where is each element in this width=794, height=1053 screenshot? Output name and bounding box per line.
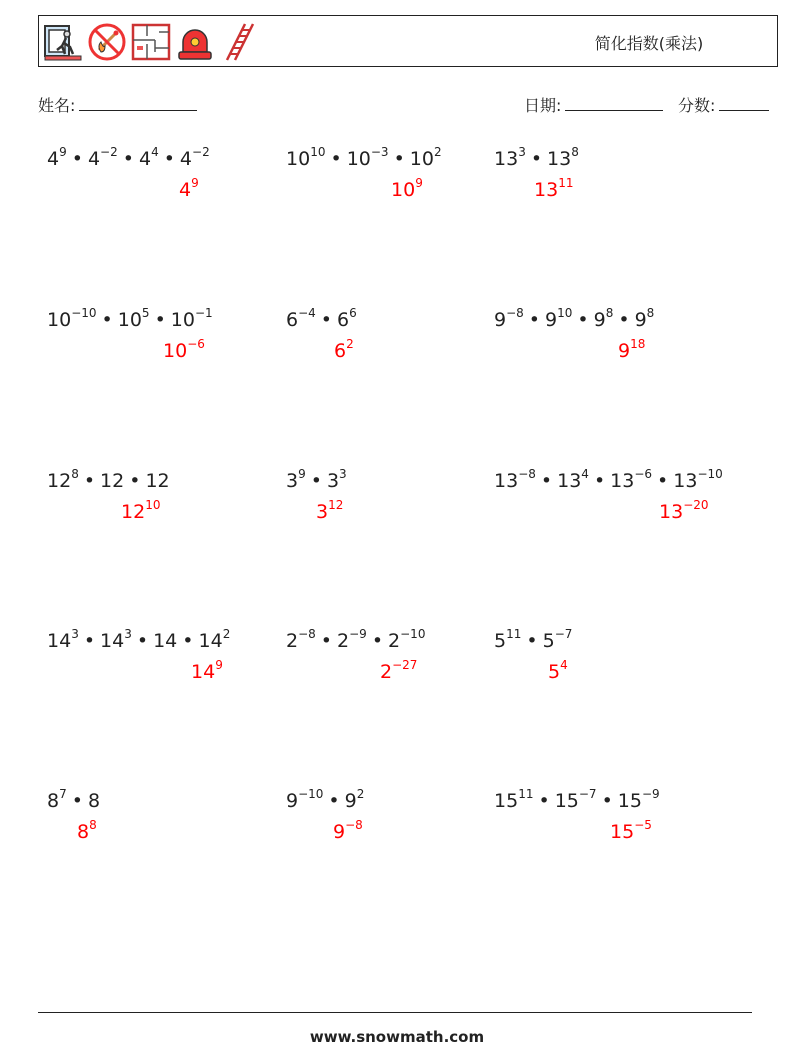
problem-answer xyxy=(659,498,709,523)
multiply-dot: • xyxy=(538,790,550,812)
answer-power xyxy=(380,658,418,683)
multiply-dot: • xyxy=(320,630,333,652)
exponent: 9 xyxy=(59,145,67,159)
problem-expression xyxy=(286,627,426,652)
multiply-dot: • xyxy=(310,470,322,492)
date-label: 日期: xyxy=(524,96,562,115)
power-term xyxy=(673,467,723,492)
answer-power xyxy=(334,337,354,362)
exponent: −20 xyxy=(683,498,709,512)
base: 12 xyxy=(121,501,146,523)
multiply-dot: • xyxy=(129,470,141,492)
exponent: 4 xyxy=(560,658,568,672)
exponent: −10 xyxy=(71,306,97,320)
problem-answer xyxy=(610,818,652,843)
problem-expression xyxy=(494,467,723,492)
base: 13 xyxy=(659,501,684,523)
multiply-dot: • xyxy=(618,309,630,331)
power-term xyxy=(388,627,426,652)
problem-answer xyxy=(179,176,199,201)
multiply-dot: • xyxy=(330,148,342,170)
multiply-dot: • xyxy=(136,630,149,652)
power-term xyxy=(88,790,100,812)
power-term xyxy=(179,145,210,170)
exponent: 3 xyxy=(339,467,347,481)
multiply-dot: • xyxy=(540,470,553,492)
exponent: −27 xyxy=(392,658,418,672)
power-term xyxy=(198,627,231,652)
power-term xyxy=(593,306,614,331)
power-term xyxy=(494,787,534,812)
base: 2 xyxy=(388,630,401,652)
base: 14 xyxy=(47,630,72,652)
date-blank[interactable] xyxy=(565,95,663,111)
base: 8 xyxy=(77,821,90,843)
exponent: 9 xyxy=(215,658,223,672)
exponent: −10 xyxy=(400,627,426,641)
exponent: −6 xyxy=(187,337,205,351)
answer-power xyxy=(191,658,223,683)
base: 15 xyxy=(617,790,642,812)
problem-answer xyxy=(334,337,354,362)
power-term xyxy=(494,627,522,652)
problem-answer xyxy=(163,337,205,362)
base: 13 xyxy=(534,179,559,201)
multiply-dot: • xyxy=(601,790,613,812)
base: 9 xyxy=(286,790,299,812)
problem-answer xyxy=(534,176,574,201)
footer-url: www.snowmath.com xyxy=(309,1028,485,1046)
base: 13 xyxy=(494,148,519,170)
multiply-dot: • xyxy=(657,470,669,492)
problem-answer xyxy=(77,818,97,843)
base: 10 xyxy=(391,179,416,201)
base: 2 xyxy=(286,630,299,652)
exponent: 5 xyxy=(141,306,150,320)
problem-answer xyxy=(333,818,363,843)
base: 4 xyxy=(179,148,193,170)
base: 13 xyxy=(610,470,635,492)
base: 14 xyxy=(191,661,216,683)
answer-power xyxy=(610,818,652,843)
power-term xyxy=(494,306,524,331)
exponent: 3 xyxy=(518,145,526,159)
base: 12 xyxy=(47,470,72,492)
power-term xyxy=(117,306,150,331)
base: 15 xyxy=(554,790,579,812)
problem-expression xyxy=(286,467,347,492)
problem-answer xyxy=(391,176,423,201)
power-term xyxy=(286,787,324,812)
multiply-dot: • xyxy=(71,148,83,170)
answer-power xyxy=(548,658,568,683)
multiply-dot: • xyxy=(83,470,96,492)
power-term xyxy=(547,145,579,170)
answer-power xyxy=(121,498,161,523)
base: 6 xyxy=(337,309,350,331)
base: 13 xyxy=(494,470,519,492)
base: 4 xyxy=(47,148,60,170)
problem-expression xyxy=(286,306,357,331)
multiply-dot: • xyxy=(320,309,333,331)
problem-answer xyxy=(121,498,161,523)
multiply-dot: • xyxy=(328,790,340,812)
base: 12 xyxy=(100,470,125,492)
problem-answer xyxy=(380,658,418,683)
exponent: 6 xyxy=(349,306,357,320)
base: 9 xyxy=(618,340,631,362)
base: 9 xyxy=(333,821,346,843)
multiply-dot: • xyxy=(83,630,96,652)
power-term xyxy=(545,306,573,331)
answer-power xyxy=(391,176,423,201)
multiply-dot: • xyxy=(526,630,538,652)
base: 9 xyxy=(344,790,357,812)
exponent: 8 xyxy=(571,145,579,159)
base: 13 xyxy=(557,470,582,492)
exponent: 8 xyxy=(605,306,614,320)
problem-expression xyxy=(494,787,660,812)
power-term xyxy=(409,145,442,170)
exponent: 10 xyxy=(557,306,573,320)
exponent: 3 xyxy=(124,627,132,641)
exponent: 10 xyxy=(310,145,326,159)
exponent: −8 xyxy=(506,306,524,320)
base: 14 xyxy=(198,630,223,652)
problem-expression xyxy=(47,306,213,331)
problem-expression xyxy=(286,787,365,812)
exponent: 12 xyxy=(328,498,344,512)
exponent: 2 xyxy=(356,787,365,801)
problem-expression xyxy=(286,145,442,170)
multiply-dot: • xyxy=(163,148,175,170)
base: 5 xyxy=(494,630,507,652)
problem-expression xyxy=(494,306,655,331)
worksheet-header xyxy=(38,15,778,67)
exponent: 7 xyxy=(59,787,67,801)
answer-power xyxy=(179,176,199,201)
base: 3 xyxy=(286,470,299,492)
exponent: 2 xyxy=(222,627,231,641)
power-term xyxy=(494,145,526,170)
base: 10 xyxy=(117,309,142,331)
exponent: 4 xyxy=(151,145,159,159)
exponent: 9 xyxy=(298,467,306,481)
power-term xyxy=(47,627,79,652)
base: 10 xyxy=(286,148,311,170)
multiply-dot: • xyxy=(154,309,166,331)
answer-power xyxy=(333,818,363,843)
power-term xyxy=(557,467,589,492)
base: 14 xyxy=(153,630,178,652)
exponent: −9 xyxy=(641,787,660,801)
base: 8 xyxy=(87,790,101,812)
base: 13 xyxy=(673,470,698,492)
answer-power xyxy=(659,498,709,523)
exponent: −6 xyxy=(634,467,653,481)
exponent: 8 xyxy=(71,467,79,481)
base: 10 xyxy=(47,309,72,331)
base: 10 xyxy=(170,309,195,331)
exponent: 11 xyxy=(518,787,534,801)
multiply-dot: • xyxy=(371,630,384,652)
base: 9 xyxy=(634,309,647,331)
power-term xyxy=(153,630,177,652)
exponent: −3 xyxy=(370,145,389,159)
power-term xyxy=(286,467,306,492)
problem-expression xyxy=(494,627,573,652)
base: 9 xyxy=(494,309,507,331)
exponent: −7 xyxy=(578,787,597,801)
exponent: 4 xyxy=(581,467,589,481)
base: 5 xyxy=(548,661,561,683)
base: 10 xyxy=(163,340,188,362)
score-blank[interactable] xyxy=(719,95,769,111)
power-term xyxy=(47,467,79,492)
multiply-dot: • xyxy=(101,309,113,331)
problem-expression xyxy=(47,145,210,170)
problem-expression xyxy=(47,627,231,652)
name-field xyxy=(38,93,197,116)
exponent: −8 xyxy=(345,818,363,832)
name-label: 姓名: xyxy=(38,96,76,115)
power-term xyxy=(47,145,67,170)
base: 4 xyxy=(87,148,101,170)
power-term xyxy=(286,306,316,331)
answer-power xyxy=(316,498,344,523)
problem-answer xyxy=(316,498,344,523)
base: 15 xyxy=(494,790,519,812)
exponent: −4 xyxy=(298,306,316,320)
exponent: 3 xyxy=(71,627,79,641)
base: 15 xyxy=(610,821,635,843)
footer-divider xyxy=(38,1012,752,1013)
power-term xyxy=(326,467,347,492)
power-term xyxy=(87,145,118,170)
base: 2 xyxy=(337,630,350,652)
base: 5 xyxy=(542,630,555,652)
exponent: −10 xyxy=(697,467,723,481)
power-term xyxy=(138,145,159,170)
base: 14 xyxy=(100,630,125,652)
multiply-dot: • xyxy=(593,470,606,492)
base: 10 xyxy=(346,148,371,170)
date-field xyxy=(524,93,663,116)
multiply-dot: • xyxy=(182,630,194,652)
multiply-dot: • xyxy=(528,309,541,331)
answer-power xyxy=(618,337,646,362)
power-term xyxy=(610,467,653,492)
exponent: −9 xyxy=(349,627,367,641)
power-term xyxy=(337,306,357,331)
exponent: 2 xyxy=(346,337,354,351)
score-label: 分数: xyxy=(678,96,716,115)
answer-power xyxy=(77,818,97,843)
exponent: −5 xyxy=(634,818,652,832)
power-term xyxy=(542,627,573,652)
power-term xyxy=(100,470,124,492)
base: 4 xyxy=(179,179,192,201)
exponent: −10 xyxy=(298,787,324,801)
exponent: 10 xyxy=(145,498,161,512)
multiply-dot: • xyxy=(71,790,83,812)
power-term xyxy=(47,787,67,812)
base: 9 xyxy=(593,309,606,331)
exponent: 9 xyxy=(191,176,199,190)
exponent: 2 xyxy=(433,145,442,159)
name-blank[interactable] xyxy=(79,95,197,111)
base: 9 xyxy=(545,309,558,331)
power-term xyxy=(286,627,316,652)
exponent: −2 xyxy=(100,145,118,159)
power-term xyxy=(634,306,655,331)
exponent: 9 xyxy=(415,176,423,190)
base: 4 xyxy=(138,148,152,170)
exponent: −2 xyxy=(192,145,210,159)
exponent: −8 xyxy=(298,627,316,641)
problem-answer xyxy=(548,658,568,683)
answer-power xyxy=(534,176,574,201)
multiply-dot: • xyxy=(577,309,589,331)
exponent: −8 xyxy=(518,467,536,481)
multiply-dot: • xyxy=(122,148,134,170)
power-term xyxy=(170,306,213,331)
power-term xyxy=(337,627,367,652)
base: 6 xyxy=(334,340,347,362)
base: 8 xyxy=(47,790,60,812)
power-term xyxy=(554,787,597,812)
power-term xyxy=(286,145,326,170)
power-term xyxy=(145,470,169,492)
power-term xyxy=(100,627,132,652)
score-field xyxy=(678,93,769,116)
power-term xyxy=(346,145,389,170)
problem-expression xyxy=(47,467,170,492)
exponent: 18 xyxy=(630,337,646,351)
problem-expression xyxy=(494,145,579,170)
base: 10 xyxy=(409,148,434,170)
power-term xyxy=(617,787,660,812)
problem-expression xyxy=(47,787,101,812)
base: 3 xyxy=(316,501,329,523)
base: 3 xyxy=(326,470,340,492)
exponent: 11 xyxy=(506,627,522,641)
multiply-dot: • xyxy=(530,148,543,170)
power-term xyxy=(344,787,365,812)
answer-power xyxy=(163,337,205,362)
base: 12 xyxy=(145,470,170,492)
multiply-dot: • xyxy=(393,148,405,170)
exponent: 8 xyxy=(646,306,655,320)
problem-answer xyxy=(618,337,646,362)
base: 6 xyxy=(286,309,299,331)
base: 13 xyxy=(547,148,572,170)
base: 2 xyxy=(380,661,393,683)
exponent: 8 xyxy=(89,818,97,832)
power-term xyxy=(47,306,97,331)
exponent: −7 xyxy=(554,627,573,641)
power-term xyxy=(494,467,536,492)
exponent: −1 xyxy=(194,306,213,320)
exponent: 11 xyxy=(558,176,574,190)
problem-answer xyxy=(191,658,223,683)
worksheet-title: 简化指数(乘法) xyxy=(594,34,704,53)
